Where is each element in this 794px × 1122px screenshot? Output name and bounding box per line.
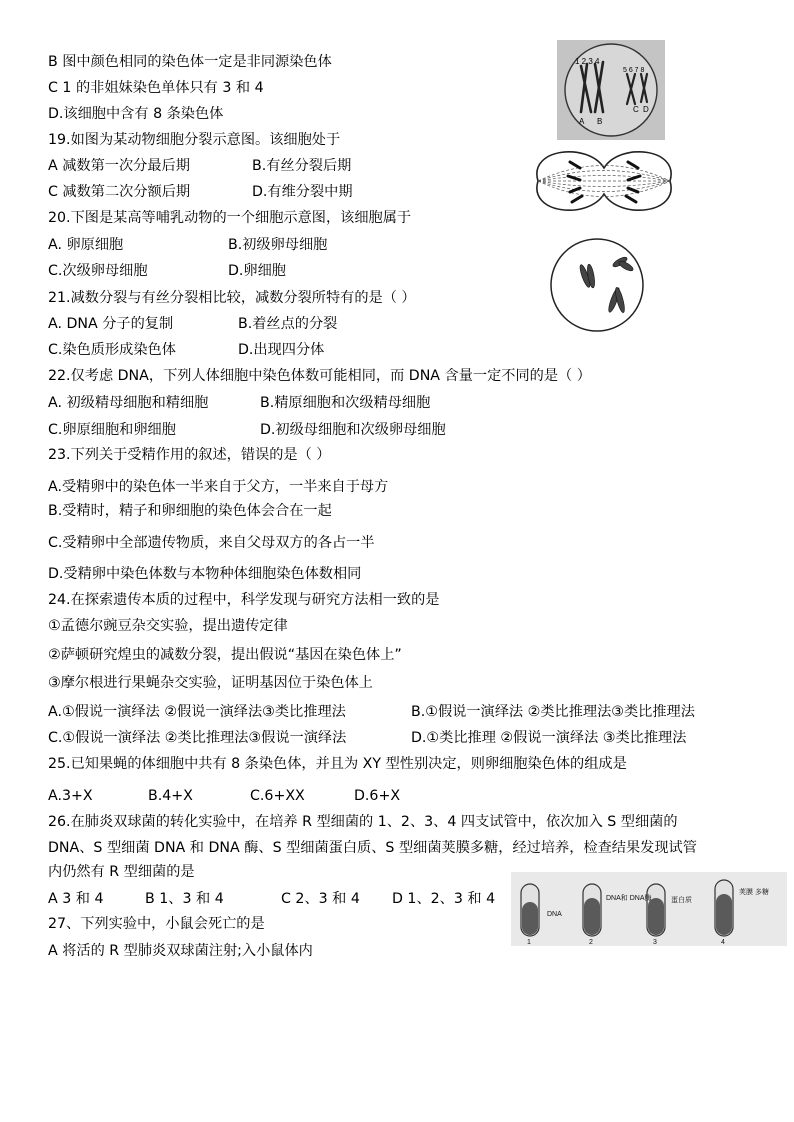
tube-3-num: 3	[653, 939, 657, 946]
figure-20-cell	[548, 236, 646, 334]
q22-option-c: C.卵原细胞和卵细胞	[48, 422, 176, 438]
tube-4-num: 4	[721, 939, 725, 946]
q22-option-a: A. 初级精母细胞和精细胞	[48, 395, 209, 411]
q25-option-b: B.4+X	[148, 788, 193, 804]
question-23: 23.下列关于受精作用的叙述，错误的是（ ）	[48, 447, 331, 463]
q24-option-a: A.①假说一演绎法 ②假说一演绎法③类比推理法	[48, 704, 346, 720]
q25-option-c: C.6+XX	[250, 788, 305, 804]
fig18-label-d: D	[643, 105, 649, 114]
option-b-18: B 图中颜色相同的染色体一定是非同源染色体	[48, 54, 332, 70]
q23-option-b: B.受精时，精子和卵细胞的染色体会合在一起	[48, 503, 332, 519]
option-c-18: C 1 的非姐妹染色单体只有 3 和 4	[48, 80, 264, 96]
fig18-label-c: C	[633, 105, 639, 114]
tube-2-num: 2	[589, 939, 593, 946]
q19-option-d: D.有维分裂中期	[252, 184, 353, 200]
q24-option-d: D.①类比推理 ②假说一演绎法 ③类比推理法	[411, 730, 687, 746]
q20-option-a: A. 卵原细胞	[48, 237, 124, 253]
q20-option-c: C.次级卵母细胞	[48, 263, 148, 279]
question-26-line-3: 内仍然有 R 型细菌的是	[48, 864, 195, 880]
q20-option-b: B.初级卵母细胞	[228, 237, 328, 253]
question-27: 27、下列实验中，小鼠会死亡的是	[48, 916, 265, 932]
q24-item-3: ③摩尔根进行果蝇杂交实验，证明基因位于染色体上	[48, 675, 373, 691]
q19-option-b: B.有丝分裂后期	[252, 158, 352, 174]
figure-19-dividing-cell	[518, 140, 690, 222]
q24-item-1: ①孟德尔豌豆杂交实验，提出遗传定律	[48, 618, 288, 634]
question-20: 20.下图是某高等哺乳动物的一个细胞示意图，该细胞属于	[48, 210, 412, 226]
question-21: 21.减数分裂与有丝分裂相比较，减数分裂所特有的是（ ）	[48, 290, 416, 306]
q25-option-a: A.3+X	[48, 788, 93, 804]
q21-option-b: B.着丝点的分裂	[238, 316, 338, 332]
question-22: 22.仅考虑 DNA，下列人体细胞中染色体数可能相同，而 DNA 含量一定不同的是（ ）	[48, 368, 591, 384]
q23-option-d: D.受精卵中染色体数与本物种体细胞染色体数相同	[48, 566, 362, 582]
q23-option-c: C.受精卵中全部遗传物质，来自父母双方的各占一半	[48, 535, 375, 551]
fig18-nums-right: 5 6 7 8	[623, 67, 645, 74]
tube-1-label: DNA	[547, 911, 562, 918]
tube-4-label: 荚膜 多糖	[739, 889, 769, 896]
question-26-line-2: DNA、S 型细菌 DNA 和 DNA 酶、S 型细菌蛋白质、S 型细菌荚膜多糖，经过培养，检查结果发现试管	[48, 840, 697, 856]
question-24: 24.在探索遗传本质的过程中，科学发现与研究方法相一致的是	[48, 592, 440, 608]
q22-option-b: B.精原细胞和次级精母细胞	[260, 395, 431, 411]
tube-2-label: DNA和 DNA酶	[606, 895, 652, 902]
q20-option-d: D.卵细胞	[228, 263, 286, 279]
question-26-line-1: 26.在肺炎双球菌的转化实验中，在培养 R 型细菌的 1、2、3、4 四支试管中，依次加入 S 型细菌的	[48, 814, 678, 830]
fig18-nums-left: 1 2 3 4	[575, 57, 600, 66]
question-25: 25.已知果蝇的体细胞中共有 8 条染色体，并且为 XY 型性别决定，则卵细胞染色体的组成是	[48, 756, 627, 772]
q24-option-c: C.①假说一演绎法 ②类比推理法③假说一演绎法	[48, 730, 347, 746]
tube-3-label: 蛋白质	[671, 897, 692, 904]
q19-option-c: C 减数第二次分额后期	[48, 184, 191, 200]
q26-option-b: B 1、3 和 4	[145, 891, 224, 907]
q23-option-a: A.受精卵中的染色体一半来自于父方，一半来自于母方	[48, 479, 389, 495]
q26-option-d: D 1、2、3 和 4	[392, 891, 496, 907]
figure-26-test-tubes	[511, 872, 787, 946]
q24-item-2: ②萨顿研究煌虫的减数分裂，提出假说“基因在染色体上”	[48, 647, 402, 663]
q25-option-d: D.6+X	[354, 788, 401, 804]
option-d-18: D.该细胞中含有 8 条染色体	[48, 106, 224, 122]
tube-1-num: 1	[527, 939, 531, 946]
question-19: 19.如图为某动物细胞分裂示意图。该细胞处于	[48, 132, 341, 148]
fig18-label-a: A	[579, 117, 585, 126]
q26-option-c: C 2、3 和 4	[281, 891, 360, 907]
q27-option-a: A 将活的 R 型肺炎双球菌注射;入小鼠体内	[48, 943, 313, 959]
q22-option-d: D.初级母细胞和次级卵母细胞	[260, 422, 446, 438]
q21-option-c: C.染色质形成染色体	[48, 342, 176, 358]
q21-option-a: A. DNA 分子的复制	[48, 316, 174, 332]
figure-18-cell	[557, 40, 665, 140]
q24-option-b: B.①假说一演绎法 ②类比推理法③类比推理法	[411, 704, 695, 720]
fig18-label-b: B	[597, 117, 603, 126]
q21-option-d: D.出现四分体	[238, 342, 325, 358]
q19-option-a: A 减数第一次分最后期	[48, 158, 190, 174]
q26-option-a: A 3 和 4	[48, 891, 104, 907]
